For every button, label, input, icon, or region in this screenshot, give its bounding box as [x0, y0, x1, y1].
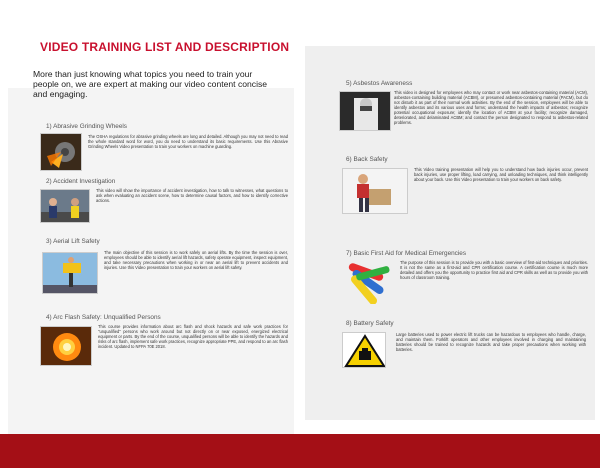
course-description: Large batteries used to power electric lift trucks can be hazardous to employees who handle, charge, and maintain them. Forklift operators and other employees involved in charging and maintaining batteries should be trained to recognize hazards and take proper precautions when working with batteries.: [396, 332, 586, 352]
bandages-photo: [342, 262, 394, 304]
course-item: [46, 238, 100, 245]
course-heading: 7) Basic First Aid for Medical Emergencies: [346, 250, 467, 257]
aerial-lift-photo: [42, 252, 98, 294]
course-heading: 3) Aerial Lift Safety: [46, 238, 100, 245]
asbestos-worker-photo: [339, 91, 391, 131]
course-item: [46, 178, 115, 185]
course-heading: 4) Arc Flash Safety: Unqualified Persons: [46, 314, 161, 321]
course-item: [46, 314, 161, 321]
course-heading: 5) Asbestos Awareness: [346, 80, 413, 87]
course-heading: 1) Abrasive Grinding Wheels: [46, 123, 127, 130]
course-heading: 6) Back Safety: [346, 156, 388, 163]
course-item: [346, 250, 466, 257]
document-title: VIDEO TRAINING LIST AND DESCRIPTION: [40, 40, 290, 54]
course-description: This video is designed for employees who may contact or work near asbestos-containing material (ACM), asbestos-containing building material (ACBM), or presumed asbestos-containing material (PACM), but do not disturb it as part of their normal work activities. By the end of the session, employees will be able to identify asbestos and its various uses and forms; understand the health impacts of asbestos; recognize potential occupational exposure; identify the location of ACBM at your facility; recognize damaged, deteriorated, and delaminated ACBM; and contact the person designated to respond to asbestos-related problems.: [394, 90, 588, 125]
intro-paragraph: More than just knowing what topics you need to train your people on, we are expert at making our video content concise and engaging.: [33, 69, 268, 99]
course-description: The OSHA regulations for abrasive grinding wheels are long and detailed. Although you may not need to read the whole standard word for word, you do need to understand its basic requirements. Use this Abrasive Grinding Wheels Video presentation to train your workers on machine guarding.: [88, 134, 288, 149]
course-item: [346, 156, 388, 163]
course-description: The purpose of this session is to provide you with a basic overview of first-aid techniques and priorities. It is not the same as a first-aid and CPR certification course. A certification course is much more detailed and offers you the opportunity to practice first aid and CPR skills as well as to provide you with hours of classroom training.: [400, 260, 588, 280]
course-description: The main objective of this session is to work safely on aerial lifts. By the time the session is over, employees should be able to identify aerial lift hazards, safety operate equipment, inspect equipment, and take necessary precautions when working in or near an aerial lift to prevent accidents and injuries. Use this Video presentation to train your workers on aerial lift safety.: [104, 250, 288, 270]
course-description: This course provides information about arc flash and shock hazards and safe work practices for "unqualified" persons who work around but not directly on or near exposed, energized electrical equipment or parts. By the end of the course, unqualified persons will be able to identify the hazards and risks of arc flash, implement safe work practices, recognize appropriate PPE, and respond to an arc flash incident. Updated to NFPA 70E 2018.: [98, 324, 288, 349]
accident-scene-photo: [40, 189, 90, 223]
course-heading: 2) Accident Investigation: [46, 178, 116, 185]
course-description: This video will show the importance of accident investigation, how to talk to witnesses, what questions to ask when evaluating an accident scene, how to determine causal factors, and how to identify corrective actions.: [96, 188, 288, 203]
grinding-wheel-photo: [40, 133, 82, 171]
arc-flash-photo: [40, 326, 92, 366]
course-item: [346, 320, 394, 327]
back-safety-photo: [342, 168, 408, 214]
course-item: [46, 123, 127, 130]
battery-hazard-sign: [342, 332, 386, 368]
footer-bar: [0, 434, 600, 468]
course-description: This Video training presentation will help you to understand how back injuries occur, prevent back injuries, use proper lifting, load carrying, and unloading techniques, and think intelligently about your back. Use this Video presentation to train your workers on back safety.: [414, 167, 588, 182]
course-item: [346, 80, 412, 87]
course-heading: 8) Battery Safety: [346, 320, 394, 327]
